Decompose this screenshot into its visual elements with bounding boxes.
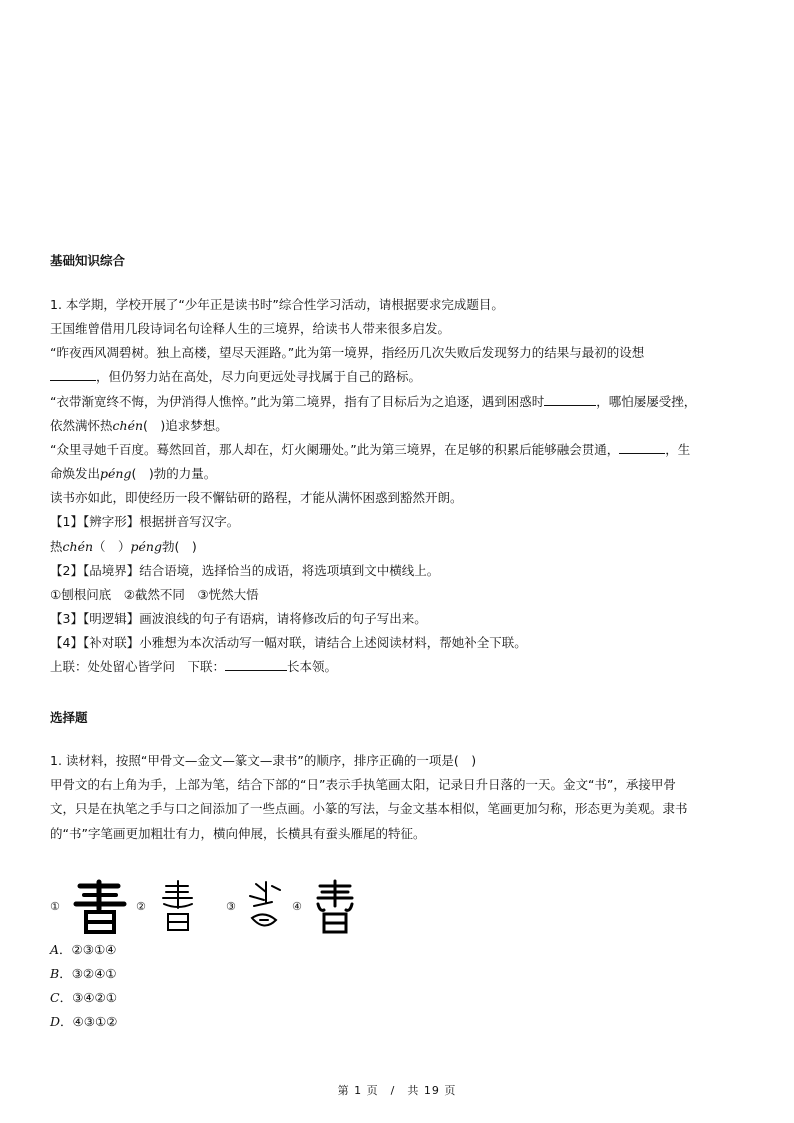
q1-text-line: “昨夜西风凋碧树。独上高楼，望尽天涯路。”此为第一境界，指经历几次失败后发现努力的结果与最初的设想 bbox=[50, 345, 645, 360]
glyph-label: ④ bbox=[292, 900, 302, 913]
seal-script-glyph-image bbox=[158, 878, 198, 938]
q1-subquestion-3: 【3】【明逻辑】画波浪线的句子有语病，请将修改后的句子写出来。 bbox=[50, 611, 427, 626]
section-heading-basic: 基础知识综合 bbox=[50, 253, 126, 268]
fill-blank[interactable] bbox=[544, 393, 596, 406]
q1-text-line: ，但仍努力站在高处，尽力向更远处寻找属于自己的路标。 bbox=[50, 368, 750, 386]
calligraphy-glyph-row bbox=[50, 870, 380, 940]
q2-stem: 1. 读材料，按照“甲骨文—金文—篆文—隶书”的顺序，排序正确的一项是( ) bbox=[50, 753, 477, 768]
q1-text-line: “众里寻她千百度。蓦然回首，那人却在，灯火阑珊处。”此为第三境界，在足够的积累后能够融会贯通， ，生 bbox=[50, 442, 691, 457]
q2-material-line: 甲骨文的右上角为手，上部为笔，结合下部的“日”表示手执笔画太阳，记录日升日落的一天。金文“书”，承接甲骨 bbox=[50, 777, 676, 792]
option-d[interactable]: D．④③①② bbox=[50, 1014, 118, 1029]
option-b[interactable]: B．③②④① bbox=[50, 966, 117, 981]
fill-blank[interactable] bbox=[225, 658, 287, 671]
q2-material-line: 文，只是在执笔之手与口之间添加了一些点画。小篆的写法，与金文基本相似，笔画更加匀称，形态更为美观。隶书 bbox=[50, 801, 688, 816]
q1-text-line: 依然满怀热chén( )追求梦想。 bbox=[50, 418, 228, 433]
q1-couplet: 上联：处处留心皆学问 下联： 长本领。 bbox=[50, 659, 338, 674]
page-footer: 第 1 页 / 共 19 页 bbox=[337, 1084, 457, 1097]
q1-subquestion-1-answer: 热chén（ ）péng勃( ) bbox=[50, 539, 197, 554]
section-heading-choice: 选择题 bbox=[50, 710, 88, 725]
q1-intro: 1. 本学期，学校开展了“少年正是读书时”综合性学习活动，请根据要求完成题目。 bbox=[50, 297, 504, 312]
q1-text-line: 读书亦如此，即使经历一段不懈钻研的路程，才能从满怀困惑到豁然开朗。 bbox=[50, 490, 463, 505]
q1-subquestion-2-options: ①刨根问底 ②截然不同 ③恍然大悟 bbox=[50, 587, 259, 602]
option-a[interactable]: A．②③①④ bbox=[50, 942, 117, 957]
q1-subquestion-1: 【1】【辨字形】根据拼音写汉字。 bbox=[50, 514, 240, 529]
q1-subquestion-4: 【4】【补对联】小雅想为本次活动写一幅对联，请结合上述阅读材料，帮她补全下联。 bbox=[50, 635, 527, 650]
clerical-script-glyph-image bbox=[70, 878, 130, 938]
q1-text-line: 命焕发出péng( )勃的力量。 bbox=[50, 466, 217, 481]
fill-blank[interactable] bbox=[619, 441, 665, 454]
q1-subquestion-2: 【2】【品境界】结合语境，选择恰当的成语，将选项填到文中横线上。 bbox=[50, 563, 440, 578]
fill-blank[interactable] bbox=[50, 368, 96, 381]
oracle-bone-glyph-image bbox=[242, 878, 286, 938]
q1-text-line: “衣带渐宽终不悔，为伊消得人憔悴。”此为第二境界，指有了目标后为之追逐，遇到困惑时 ，哪怕屡屡受挫， bbox=[50, 394, 697, 409]
option-c[interactable]: C．③④②① bbox=[50, 990, 117, 1005]
q2-material-line: 的“书”字笔画更加粗壮有力，横向伸展，长横具有蚕头雁尾的特征。 bbox=[50, 826, 426, 841]
q1-text-line: 王国维曾借用几段诗词名句诠释人生的三境界，给读书人带来很多启发。 bbox=[50, 321, 451, 336]
bronze-script-glyph-image bbox=[312, 878, 358, 938]
glyph-label: ② bbox=[136, 900, 146, 913]
glyph-label: ③ bbox=[226, 900, 236, 913]
glyph-label: ① bbox=[50, 900, 60, 913]
